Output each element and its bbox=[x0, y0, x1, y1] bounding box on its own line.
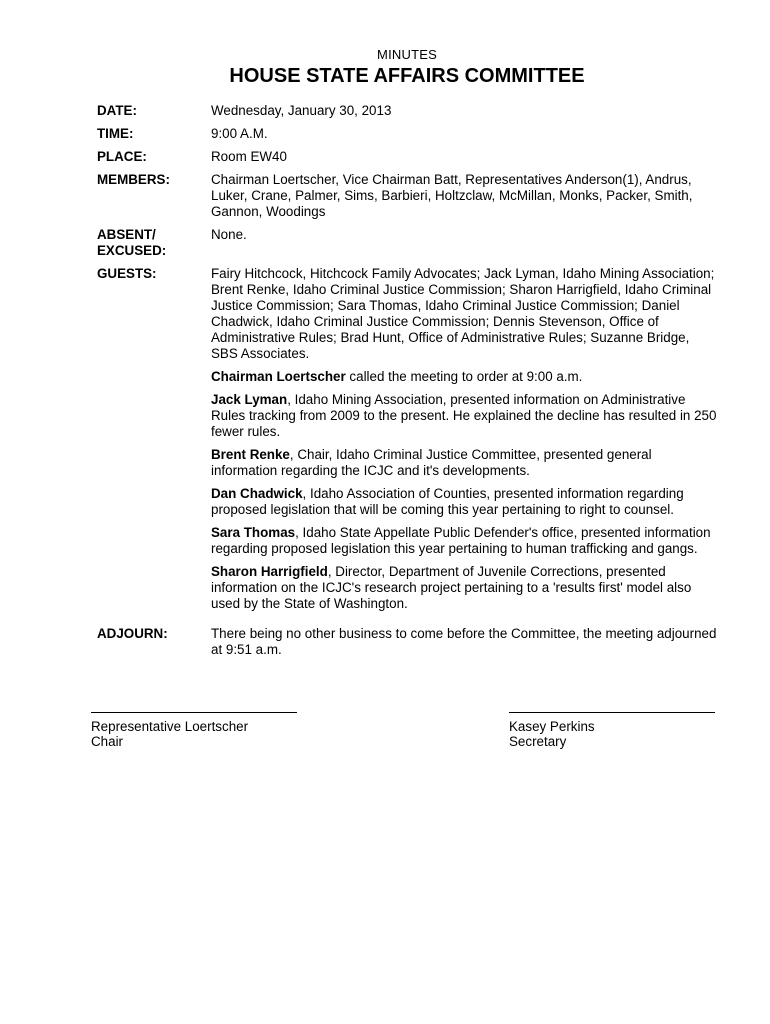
chair-role: Chair bbox=[91, 734, 123, 749]
proceeding-text: , Idaho State Appellate Public Defender's office, presented information regarding proposed legislation this year pertaining to human trafficking and gangs. bbox=[211, 525, 711, 556]
secretary-role: Secretary bbox=[509, 734, 567, 749]
signature-line bbox=[91, 712, 297, 713]
proceedings-row bbox=[97, 369, 717, 619]
adjourn-row bbox=[97, 626, 717, 658]
proceeding-text: , Director, Department of Juvenile Corrections, presented information on the ICJC's research project pertaining to a 'results first' model also used by the State of Washington. bbox=[211, 564, 692, 611]
date-label: DATE: bbox=[97, 103, 137, 118]
adjourn-label: ADJOURN: bbox=[97, 626, 168, 641]
date-value: Wednesday, January 30, 2013 bbox=[211, 103, 392, 118]
secretary-name: Kasey Perkins bbox=[509, 719, 595, 734]
members-label: MEMBERS: bbox=[97, 172, 170, 187]
absent-label: ABSENT/ EXCUSED: bbox=[97, 227, 167, 258]
place-label: PLACE: bbox=[97, 149, 147, 164]
proceeding-text: called the meeting to order at 9:00 a.m. bbox=[345, 369, 583, 384]
proceeding-paragraph bbox=[211, 564, 717, 612]
proceedings-list bbox=[211, 369, 717, 619]
place-row bbox=[97, 149, 717, 165]
time-label: TIME: bbox=[97, 126, 134, 141]
proceeding-paragraph bbox=[211, 486, 717, 518]
adjourn-value: There being no other business to come before the Committee, the meeting adjourned at 9:51 a.m. bbox=[211, 626, 717, 657]
chair-name: Representative Loertscher bbox=[91, 719, 249, 734]
committee-title: HOUSE STATE AFFAIRS COMMITTEE bbox=[229, 65, 585, 87]
proceeding-paragraph bbox=[211, 447, 717, 479]
time-value: 9:00 A.M. bbox=[211, 126, 268, 141]
guests-value: Fairy Hitchcock, Hitchcock Family Advocates; Jack Lyman, Idaho Mining Association; Brent Renke, Idaho Criminal Justice Commission; Sharon Harrigfield, Idaho Criminal Justice Commission; Sara Thomas, Idaho Criminal Justice Commission; Daniel Chadwick, Idaho Criminal Justice Commission; Dennis Stevenson, Office of Administrative Rules; Brad Hunt, Office of Administrative Rules; Suzanne Bridge, SBS Associates. bbox=[211, 266, 715, 361]
guests-label: GUESTS: bbox=[97, 266, 157, 281]
speaker-name: Chairman Loertscher bbox=[211, 369, 346, 384]
speaker-name: Sara Thomas bbox=[211, 525, 296, 540]
chair-signature-block bbox=[91, 712, 301, 749]
members-value: Chairman Loertscher, Vice Chairman Batt, Representatives Anderson(1), Andrus, Luker, Crane, Palmer, Sims, Barbieri, Holtzclaw, McMillan, Monks, Packer, Smith, Gannon, Woodings bbox=[211, 172, 693, 219]
absent-value: None. bbox=[211, 227, 247, 242]
speaker-name: Sharon Harrigfield bbox=[211, 564, 328, 579]
speaker-name: Jack Lyman bbox=[211, 392, 288, 407]
guests-row bbox=[97, 266, 717, 362]
proceeding-text: , Chair, Idaho Criminal Justice Committee, presented general information regarding the ICJC and it's developments. bbox=[211, 447, 652, 478]
proceeding-text: , Idaho Mining Association, presented information on Administrative Rules tracking from 2009 to the present. He explained the decline has resulted in 250 fewer rules. bbox=[211, 392, 717, 439]
proceeding-paragraph bbox=[211, 525, 717, 557]
time-row bbox=[97, 126, 717, 142]
document-type-label: MINUTES bbox=[377, 47, 437, 62]
date-row bbox=[97, 103, 717, 119]
speaker-name: Dan Chadwick bbox=[211, 486, 303, 501]
speaker-name: Brent Renke bbox=[211, 447, 290, 462]
proceedings-label-spacer bbox=[97, 369, 211, 619]
secretary-signature-block bbox=[509, 712, 719, 749]
proceeding-paragraph bbox=[211, 369, 717, 385]
proceeding-text: , Idaho Association of Counties, presented information regarding proposed legislation that will be coming this year pertaining to right to counsel. bbox=[211, 486, 684, 517]
members-row bbox=[97, 172, 717, 220]
place-value: Room EW40 bbox=[211, 149, 287, 164]
absent-row bbox=[97, 227, 717, 259]
signature-line bbox=[509, 712, 715, 713]
proceeding-paragraph bbox=[211, 392, 717, 440]
minutes-body bbox=[97, 103, 717, 665]
